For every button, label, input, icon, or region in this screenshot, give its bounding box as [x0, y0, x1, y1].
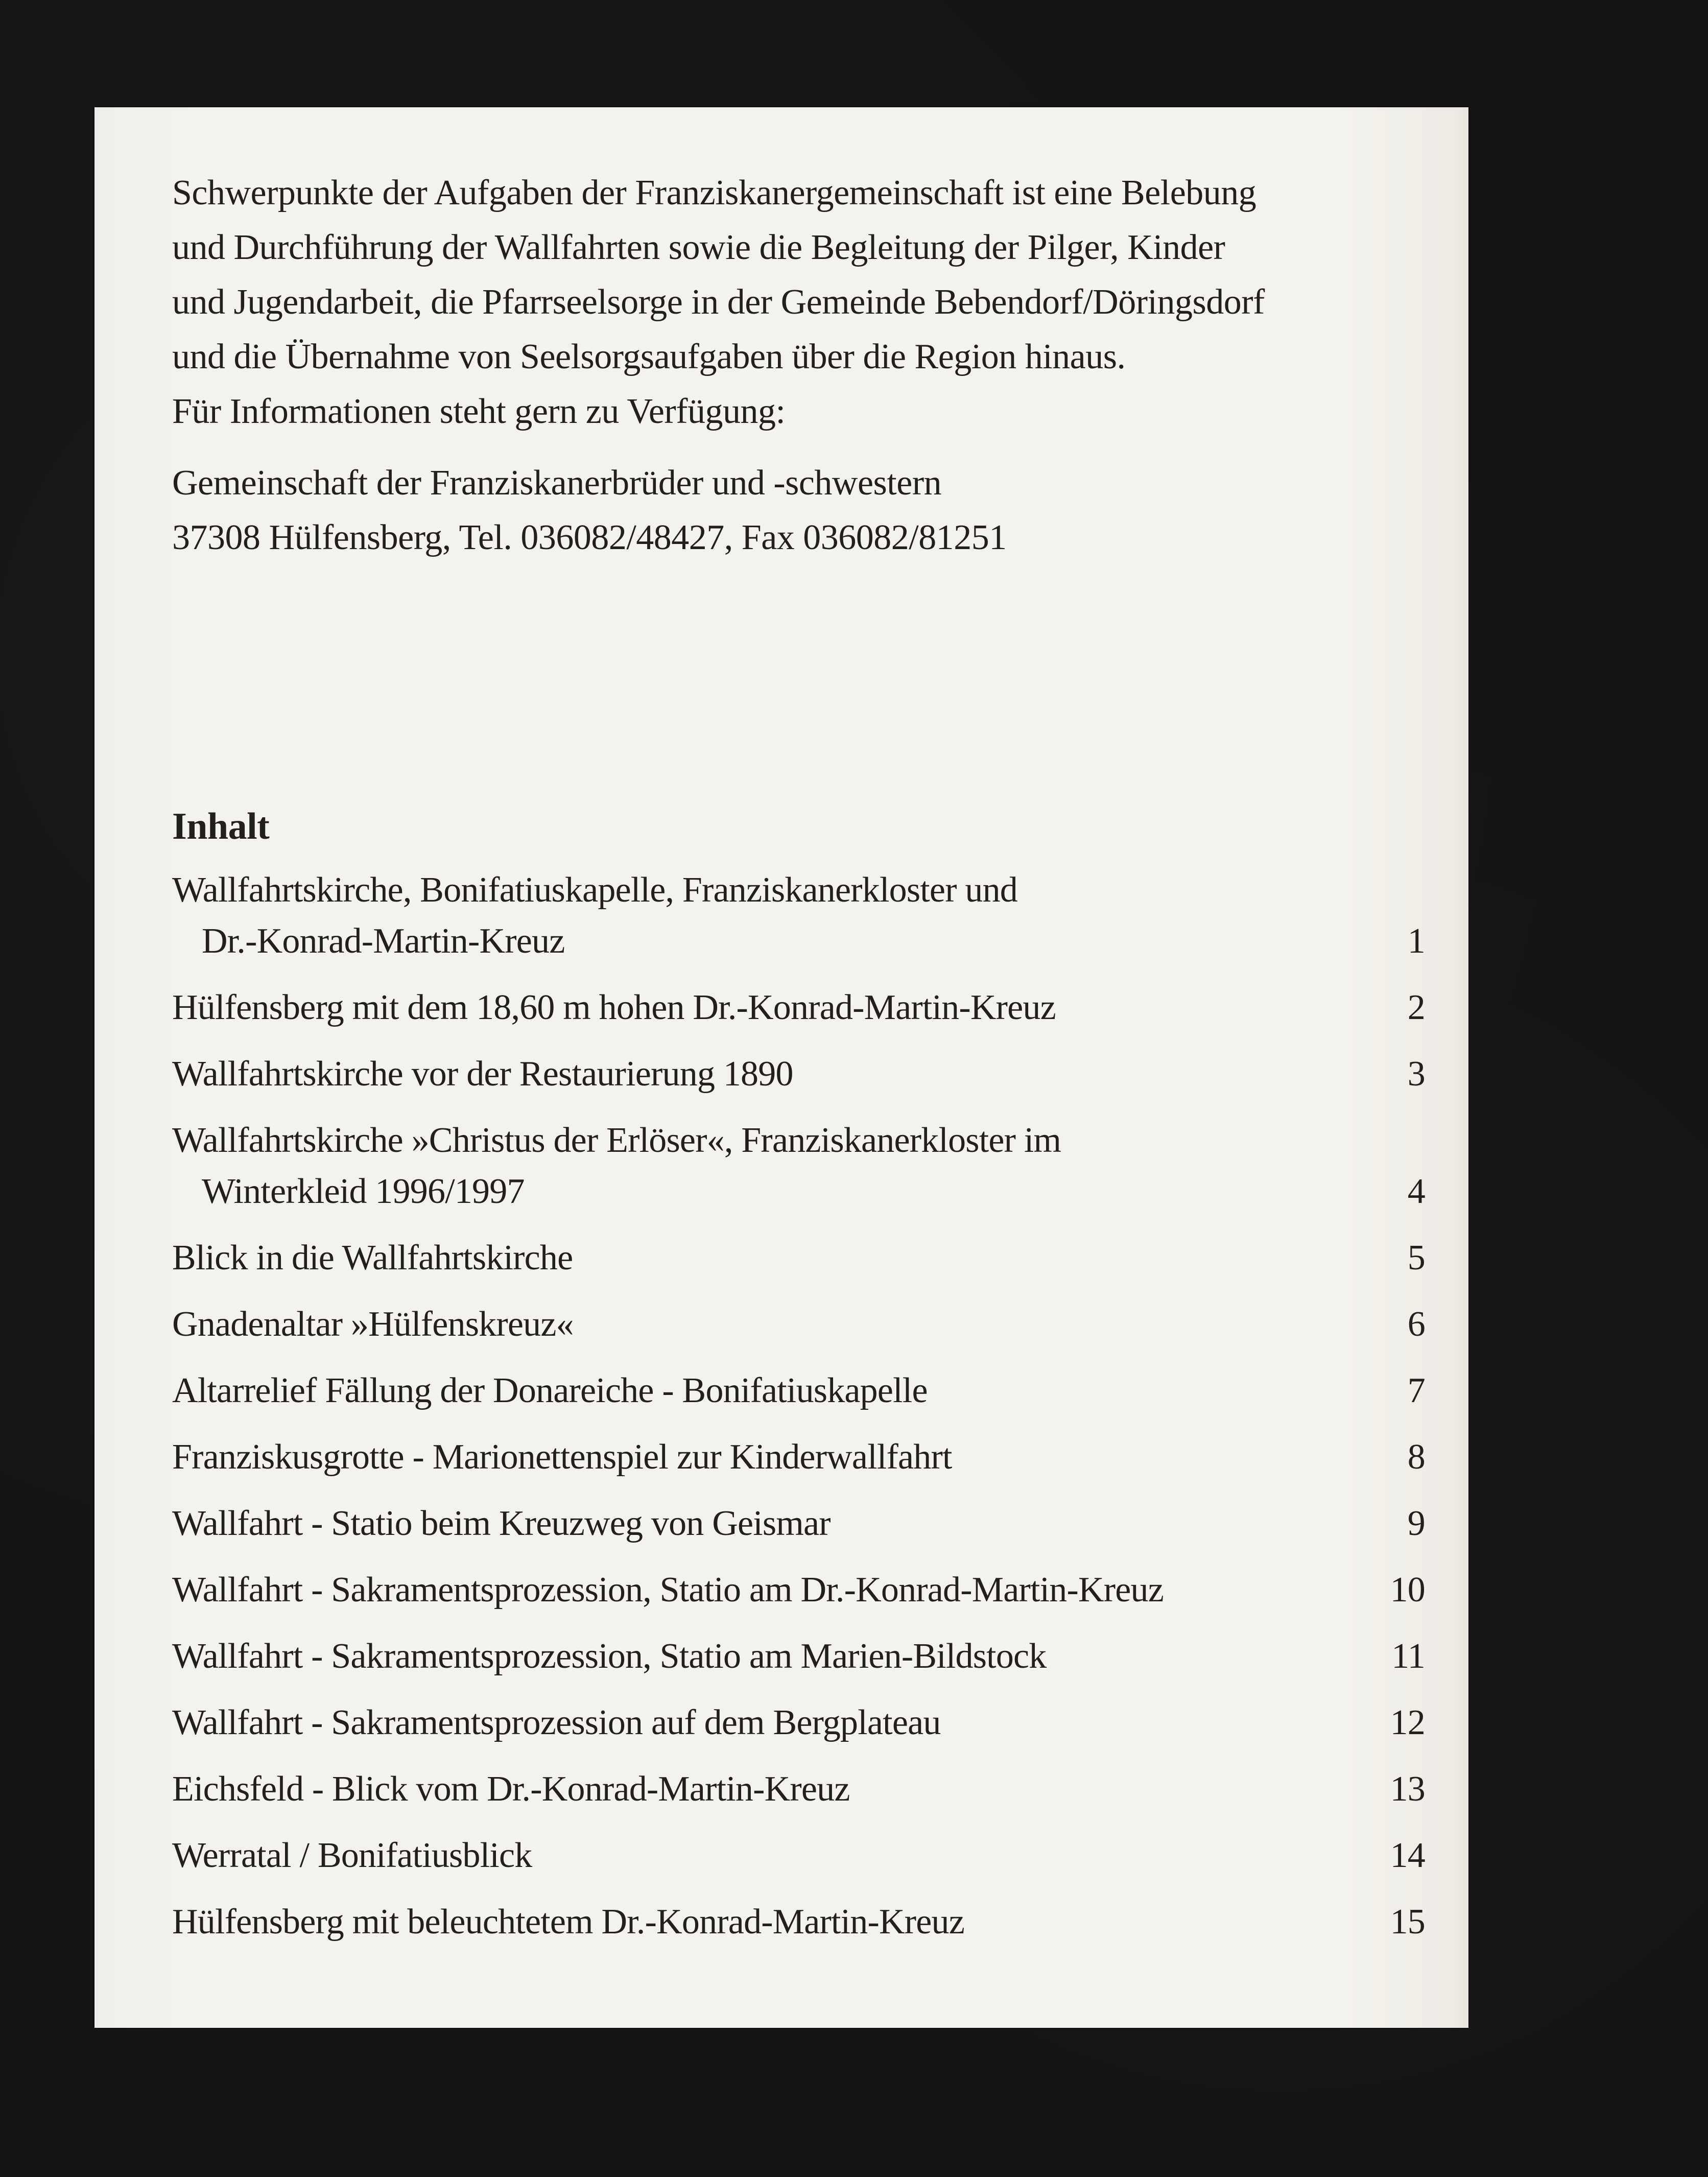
toc-page-number: 1 [1407, 921, 1425, 961]
intro-line: Schwerpunkte der Aufgaben der Franziskanergemeinschaft ist eine Belebung [172, 173, 1256, 212]
toc-entry-title [172, 865, 1387, 967]
toc-entry [172, 865, 1425, 967]
toc-page-number: 15 [1390, 1902, 1425, 1942]
toc-page-number: 12 [1390, 1703, 1425, 1742]
toc-title-line: Wallfahrt - Sakramentsprozession auf dem Bergplateau [172, 1703, 941, 1742]
toc-title-line: Wallfahrtskirche »Christus der Erlöser«, Franziskanerkloster im [172, 1121, 1061, 1160]
toc-entry [172, 1115, 1425, 1217]
toc-title-line: Werratal / Bonifatiusblick [172, 1836, 532, 1875]
toc-entry-title [172, 1115, 1387, 1217]
toc-page-number: 3 [1407, 1054, 1425, 1094]
toc-entry-title [172, 1764, 1370, 1815]
toc-entry [172, 1697, 1425, 1748]
toc-title-line: Wallfahrt - Statio beim Kreuzweg von Geismar [172, 1504, 831, 1543]
contact-line: Gemeinschaft der Franziskanerbrüder und -schwestern [172, 463, 942, 503]
toc-entry-title [172, 1498, 1387, 1549]
toc-title-line: Wallfahrt - Sakramentsprozession, Statio am Dr.-Konrad-Martin-Kreuz [172, 1570, 1164, 1610]
toc-page-number: 13 [1390, 1769, 1425, 1809]
toc-entry-title [172, 1897, 1370, 1948]
intro-line: und die Übernahme von Seelsorgsaufgaben über die Region hinaus. [172, 337, 1126, 376]
scanned-page [94, 107, 1468, 2028]
toc-page-number: 14 [1390, 1836, 1425, 1875]
toc-entry-title [172, 1049, 1387, 1100]
toc-title-line: Blick in die Wallfahrtskirche [172, 1238, 573, 1277]
toc-title-line: Wallfahrtskirche vor der Restaurierung 1890 [172, 1054, 793, 1094]
toc-entry [172, 1897, 1425, 1948]
toc-heading: Inhalt [172, 806, 270, 847]
toc-entry-title [172, 1697, 1370, 1748]
toc-title-line: Gnadenaltar »Hülfenskreuz« [172, 1305, 574, 1344]
toc-entry [172, 1365, 1425, 1416]
toc-entry-title [172, 1432, 1387, 1483]
page-content [172, 107, 1425, 1963]
toc-entry [172, 1498, 1425, 1549]
intro-paragraph [172, 165, 1425, 384]
contact-line: 37308 Hülfensberg, Tel. 036082/48427, Fax 036082/81251 [172, 518, 1007, 557]
toc-entry-title [172, 1299, 1387, 1350]
toc-entry-title [172, 1565, 1370, 1616]
toc-page-number: 10 [1390, 1570, 1425, 1610]
toc-page-number: 4 [1407, 1172, 1425, 1211]
toc-title-line: Wallfahrt - Sakramentsprozession, Statio am Marien-Bildstock [172, 1637, 1047, 1676]
toc-entry-title [172, 982, 1387, 1033]
toc-title-line: Altarrelief Fällung der Donareiche - Bonifatiuskapelle [172, 1371, 928, 1410]
toc-entry-title [172, 1830, 1370, 1881]
toc-entry [172, 1233, 1425, 1284]
toc-entry [172, 982, 1425, 1033]
info-line [172, 384, 1425, 439]
toc-page-number: 7 [1407, 1371, 1425, 1410]
toc-page-number: 2 [1407, 988, 1425, 1027]
toc-title-line: Eichsfeld - Blick vom Dr.-Konrad-Martin-Kreuz [172, 1769, 850, 1809]
toc-entry [172, 1049, 1425, 1100]
toc-entry-title [172, 1365, 1387, 1416]
toc-title-line: Franziskusgrotte - Marionettenspiel zur Kinderwallfahrt [172, 1437, 952, 1477]
toc-title-line: Wallfahrtskirche, Bonifatiuskapelle, Franziskanerkloster und [172, 870, 1018, 910]
toc-title-line: Hülfensberg mit beleuchtetem Dr.-Konrad-Martin-Kreuz [172, 1902, 965, 1942]
toc-entry [172, 1565, 1425, 1616]
toc-page-number: 5 [1407, 1238, 1425, 1277]
toc-entry-title [172, 1631, 1371, 1682]
toc-page-number: 9 [1407, 1504, 1425, 1543]
toc-title-line: Dr.-Konrad-Martin-Kreuz [202, 921, 565, 961]
intro-line: und Jugendarbeit, die Pfarrseelsorge in der Gemeinde Bebendorf/Döringsdorf [172, 282, 1265, 322]
toc-page-number: 8 [1407, 1437, 1425, 1477]
toc-title-line: Winterkleid 1996/1997 [202, 1172, 525, 1211]
toc-page-number: 6 [1407, 1305, 1425, 1344]
toc-entry-title [172, 1233, 1387, 1284]
intro-line: und Durchführung der Wallfahrten sowie die Begleitung der Pilger, Kinder [172, 228, 1225, 267]
contact-block [172, 456, 1425, 565]
toc-page-number: 11 [1391, 1637, 1425, 1676]
toc-title-line: Hülfensberg mit dem 18,60 m hohen Dr.-Konrad-Martin-Kreuz [172, 988, 1056, 1027]
toc-entry [172, 1299, 1425, 1350]
toc-entry [172, 1764, 1425, 1815]
toc-entry [172, 1830, 1425, 1881]
table-of-contents [172, 865, 1425, 1948]
toc-entry [172, 1631, 1425, 1682]
info-line-text: Für Informationen steht gern zu Verfügung: [172, 392, 786, 431]
toc-entry [172, 1432, 1425, 1483]
